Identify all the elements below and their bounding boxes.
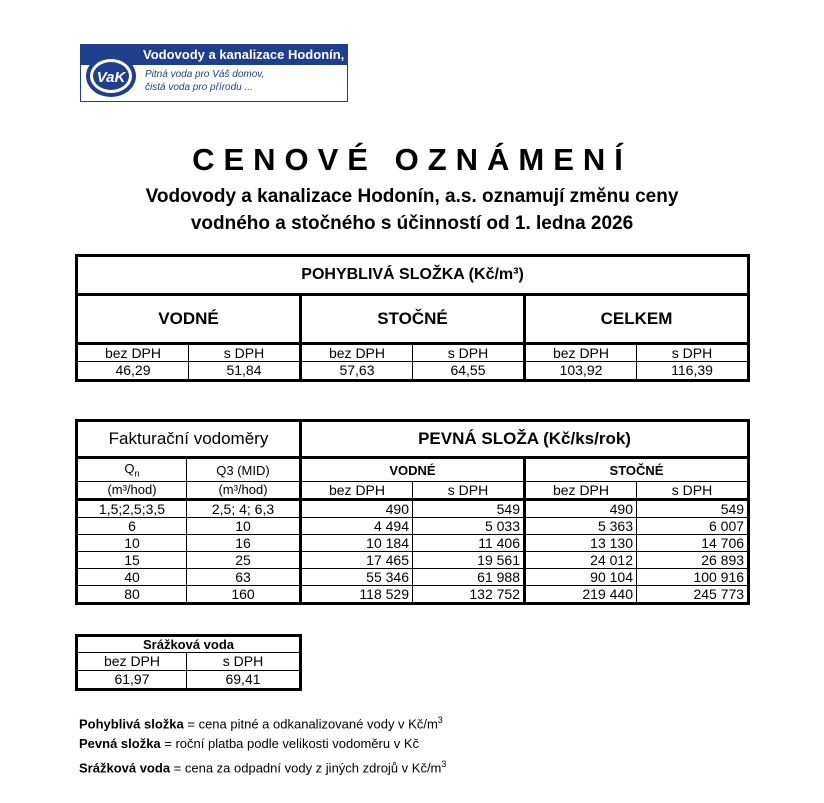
note-text: = cena pitné a odkanalizované vody v Kč/m: [183, 716, 438, 732]
variable-label: s DPH: [413, 344, 525, 362]
note-sup: 3: [441, 759, 447, 770]
cell-qn: 40: [77, 569, 187, 586]
cell-vodne-s: 5 033: [413, 518, 525, 535]
cell-stocne-s: 100 916: [637, 569, 749, 586]
rain-header: Srážková voda: [77, 636, 301, 653]
cell-vodne-bez: 55 346: [301, 569, 413, 586]
variable-label: bez DPH: [525, 344, 637, 362]
fixed-header: PEVNÁ SLOŽA (Kč/ks/rok): [301, 421, 749, 458]
cell-stocne-bez: 5 363: [525, 518, 637, 535]
logo-tagline-1: Pitná voda pro Váš domov,: [145, 69, 265, 80]
variable-value: 51,84: [189, 362, 301, 381]
cell-qn: 80: [77, 586, 187, 604]
meters-header: Fakturační vodoměry: [77, 421, 301, 458]
cell-qn: 6: [77, 518, 187, 535]
table-row: [77, 535, 749, 552]
cell-vodne-s: 549: [413, 500, 525, 518]
logo-tagline-2: čistá voda pro přírodu ...: [145, 82, 253, 93]
variable-value: 64,55: [413, 362, 525, 381]
vak-logo-icon: [85, 53, 137, 99]
table-row: [77, 500, 749, 518]
rain-label: bez DPH: [77, 653, 187, 671]
rain-value: 61,97: [77, 671, 187, 690]
cell-q3: 16: [187, 535, 301, 552]
variable-value: 116,39: [637, 362, 749, 381]
company-logo: [80, 44, 370, 102]
rain-water-table: [75, 634, 302, 691]
fixed-group-vodne: VODNÉ: [301, 458, 525, 482]
cell-q3: 25: [187, 552, 301, 569]
note-line: [79, 710, 446, 734]
subtitle-line-2: vodného a stočného s účinností od 1. ledna 2026: [190, 213, 634, 234]
cell-stocne-bez: 24 012: [525, 552, 637, 569]
variable-label: bez DPH: [77, 344, 189, 362]
rain-value: 69,41: [187, 671, 301, 690]
note-text: = cena za odpadní vody z jiných zdrojů v Kč/m: [170, 760, 442, 776]
cell-vodne-s: 11 406: [413, 535, 525, 552]
fixed-group-stocne: STOČNÉ: [525, 458, 749, 482]
cell-qn: 15: [77, 552, 187, 569]
note-term: Srážková voda: [79, 760, 171, 776]
cell-vodne-s: 19 561: [413, 552, 525, 569]
page-title: CENOVÉ OZNÁMENÍ: [192, 142, 632, 177]
col-qn-header: [77, 458, 187, 482]
note-text: = roční platba podle velikosti vodoměru v Kč: [160, 736, 419, 752]
cell-qn: 1,5;2,5;3,5: [77, 500, 187, 518]
variable-group-celkem: CELKEM: [525, 295, 749, 344]
subtitle-line-1: Vodovody a kanalizace Hodonín, a.s. oznamují změnu ceny: [145, 186, 679, 207]
cell-vodne-bez: 17 465: [301, 552, 413, 569]
note-line: [79, 754, 446, 778]
unit-qn: (m³/hod): [77, 482, 187, 500]
cell-stocne-bez: 90 104: [525, 569, 637, 586]
variable-label: s DPH: [637, 344, 749, 362]
cell-q3: 2,5; 4; 6,3: [187, 500, 301, 518]
col-qn-text: Q: [124, 461, 135, 477]
variable-group-vodne: VODNÉ: [77, 295, 301, 344]
note-line: [79, 734, 446, 754]
cell-qn: 10: [77, 535, 187, 552]
note-term: Pohyblivá složka: [79, 716, 184, 732]
cell-q3: 160: [187, 586, 301, 604]
cell-stocne-s: 245 773: [637, 586, 749, 604]
cell-vodne-s: 132 752: [413, 586, 525, 604]
logo-mark-text: VaK: [96, 69, 126, 86]
cell-stocne-s: 14 706: [637, 535, 749, 552]
variable-value: 46,29: [77, 362, 189, 381]
variable-header: POHYBLIVÁ SLOŽKA (Kč/m³): [77, 256, 749, 295]
logo-company-name: Vodovody a kanalizace Hodonín, a.s.: [81, 45, 347, 65]
variable-group-stocne: STOČNÉ: [301, 295, 525, 344]
cell-vodne-bez: 4 494: [301, 518, 413, 535]
cell-vodne-bez: 490: [301, 500, 413, 518]
cell-vodne-s: 61 988: [413, 569, 525, 586]
unit-q3: (m³/hod): [187, 482, 301, 500]
cell-stocne-bez: 219 440: [525, 586, 637, 604]
cell-q3: 10: [187, 518, 301, 535]
variable-label: bez DPH: [301, 344, 413, 362]
cell-q3: 63: [187, 569, 301, 586]
fixed-label: s DPH: [413, 482, 525, 500]
variable-value: 103,92: [525, 362, 637, 381]
variable-value: 57,63: [301, 362, 413, 381]
fixed-label: s DPH: [637, 482, 749, 500]
cell-stocne-bez: 13 130: [525, 535, 637, 552]
note-term: Pevná složka: [79, 736, 161, 752]
table-row: [77, 569, 749, 586]
variable-price-table: [75, 254, 750, 382]
table-row: [77, 586, 749, 604]
col-q3-header: Q3 (MID): [187, 458, 301, 482]
cell-vodne-bez: 10 184: [301, 535, 413, 552]
col-qn-sub: n: [134, 468, 140, 479]
table-row: [77, 552, 749, 569]
variable-label: s DPH: [189, 344, 301, 362]
rain-label: s DPH: [187, 653, 301, 671]
fixed-price-table: [75, 419, 750, 605]
cell-vodne-bez: 118 529: [301, 586, 413, 604]
cell-stocne-s: 6 007: [637, 518, 749, 535]
fixed-label: bez DPH: [301, 482, 413, 500]
note-sup: 3: [437, 715, 443, 725]
cell-stocne-bez: 490: [525, 500, 637, 518]
fixed-label: bez DPH: [525, 482, 637, 500]
cell-stocne-s: 26 893: [637, 552, 749, 569]
legend-notes: [79, 710, 446, 779]
table-row: [77, 518, 749, 535]
cell-stocne-s: 549: [637, 500, 749, 518]
